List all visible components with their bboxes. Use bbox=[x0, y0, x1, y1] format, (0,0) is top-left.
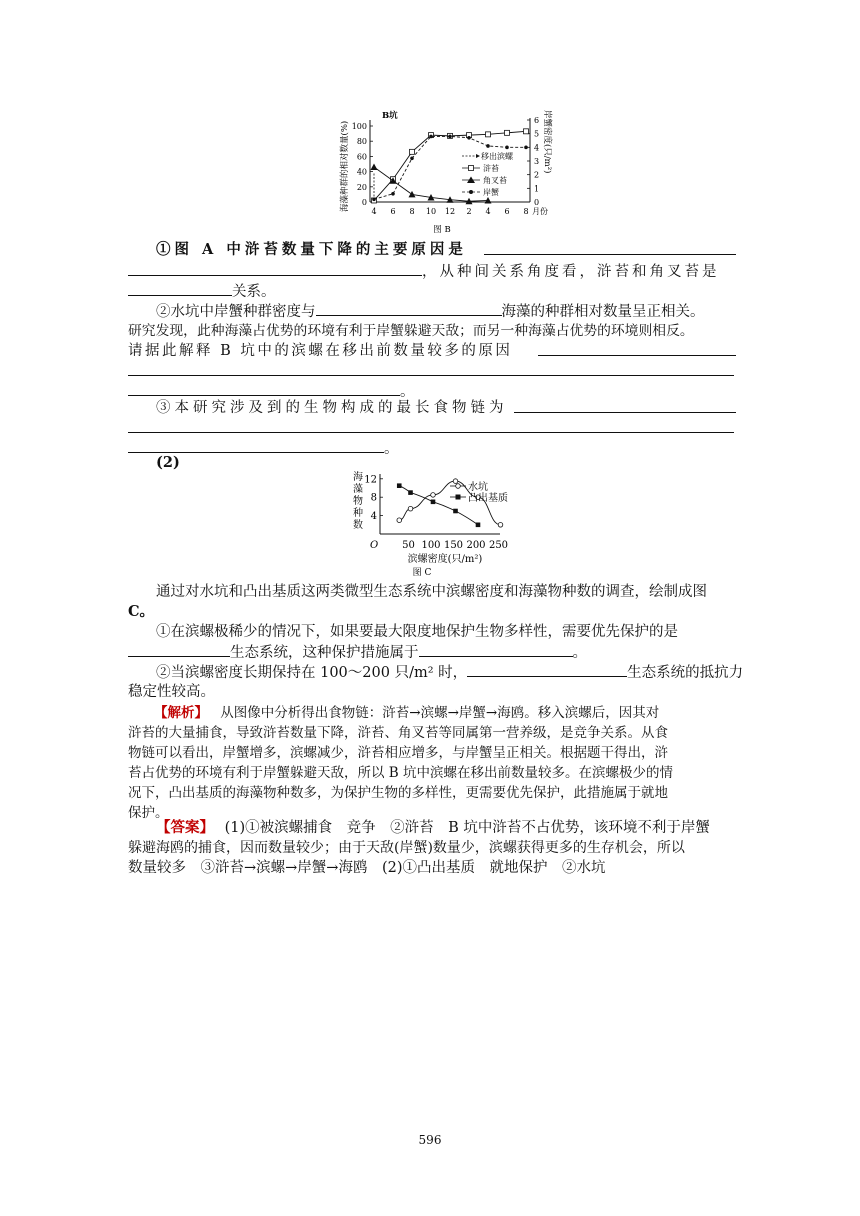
q1-2-text-b: 海藻的种群相对数量呈正相关。 bbox=[501, 304, 705, 320]
q2-label: (2) bbox=[156, 454, 180, 471]
caption-b: 图 B bbox=[433, 225, 451, 235]
q2-intro-b: C。 bbox=[128, 603, 155, 620]
q1-1-line3 bbox=[128, 281, 736, 302]
q1-3-blank-2[interactable] bbox=[128, 418, 734, 433]
c-ylabel-5: 数 bbox=[353, 520, 363, 531]
point-hutai bbox=[505, 130, 510, 135]
right-tick-label: 5 bbox=[534, 129, 540, 139]
q1-2-line3 bbox=[128, 341, 736, 361]
c-x-tick-label: 250 bbox=[488, 540, 509, 551]
q1-2-line2 bbox=[128, 321, 736, 341]
c-legend bbox=[450, 480, 508, 504]
answer-tag: 【答案】 bbox=[156, 819, 214, 836]
q2-intro-line1 bbox=[156, 582, 736, 602]
point-jiaochatai bbox=[409, 191, 416, 198]
q1-3-blank-1[interactable] bbox=[514, 398, 736, 413]
c-point-tuchu bbox=[453, 509, 458, 514]
q1-3-line1 bbox=[156, 398, 736, 418]
legend-marker-anxie bbox=[469, 190, 473, 194]
left-axis-label: 海藻种群的相对数量(%) bbox=[340, 120, 350, 212]
legend bbox=[462, 151, 514, 197]
right-tick-label: 1 bbox=[534, 184, 540, 194]
point-anxie bbox=[410, 156, 414, 160]
c-y-tick-label: 12 bbox=[364, 474, 377, 486]
c-x-tick-label: 100 bbox=[421, 540, 441, 551]
left-tick-label: 20 bbox=[356, 182, 367, 192]
answer-text-3: 数量较多 ③浒苔→滨螺→岸蟹→海鸥 (2)①凸出基质 就地保护 ②水坑 bbox=[128, 860, 606, 876]
c-point-tuchu bbox=[431, 500, 436, 505]
analysis-text-3: 物链可以看出，岸蟹增多，滨螺减少，浒苔相应增多，与岸蟹呈正相关。根据题干得出，浒 bbox=[128, 745, 668, 761]
legend-label-anxie: 岸蟹 bbox=[483, 188, 499, 197]
c-x-tick-label: 150 bbox=[443, 540, 464, 551]
q2-1-line2 bbox=[128, 642, 736, 663]
page-number: 596 bbox=[418, 1133, 442, 1147]
c-ylabel-3: 物 bbox=[353, 496, 363, 507]
c-ylabel-4: 种 bbox=[353, 508, 363, 519]
left-tick-label: 0 bbox=[361, 198, 367, 207]
q1-2-blank-2[interactable] bbox=[538, 341, 736, 356]
q1-2-text-d: 请据此解释 B 坑中的滨螺在移出前数量较多的原因 bbox=[128, 343, 513, 359]
c-y-tick-label: 4 bbox=[370, 511, 377, 523]
answer-line-3 bbox=[128, 858, 736, 878]
x-tick-label: 8 bbox=[409, 207, 415, 216]
c-point-shuikeng bbox=[453, 479, 458, 484]
c-origin: O bbox=[370, 540, 379, 551]
x-tick-label: 10 bbox=[425, 207, 437, 216]
legend-label-jiaochatai: 角叉苔 bbox=[483, 176, 507, 185]
q1-2-line4 bbox=[128, 361, 736, 382]
q1-1-blank-1[interactable] bbox=[484, 240, 736, 255]
analysis-line-3 bbox=[128, 743, 736, 763]
x-tick-label: 12 bbox=[444, 207, 456, 216]
c-point-tuchu bbox=[397, 483, 402, 488]
q1-1-blank-3[interactable] bbox=[128, 281, 232, 296]
q2-2-text-c: 稳定性较高。 bbox=[128, 684, 215, 700]
c-legend-marker-tuchu bbox=[456, 495, 461, 500]
point-jiaochatai bbox=[371, 164, 378, 171]
c-point-tuchu bbox=[408, 490, 413, 495]
analysis-text-6: 保护。 bbox=[128, 805, 169, 821]
legend-label-remove: 移出滨螺 bbox=[481, 152, 513, 161]
c-legend-label-tuchu: 凸出基质 bbox=[468, 493, 508, 504]
c-point-shuikeng bbox=[498, 523, 503, 528]
legend-label-hutai: 浒苔 bbox=[483, 164, 499, 173]
c-x-tick-label: 200 bbox=[466, 540, 486, 551]
q1-1-text-c: 关系。 bbox=[232, 284, 276, 300]
x-tick-label: 4 bbox=[371, 207, 377, 216]
q2-1-blank-2[interactable] bbox=[419, 642, 573, 657]
q1-1-text-b: ，从种间关系角度看，浒苔和角叉苔是 bbox=[422, 264, 720, 280]
answer-line-1 bbox=[156, 818, 736, 838]
q1-3-period: 。 bbox=[384, 441, 399, 457]
analysis-line-5 bbox=[128, 783, 736, 803]
analysis-text-5: 况下，凸出基质的海藻物种数多，为保护生物的多样性，更需要优先保护，此措施属于就地 bbox=[128, 785, 668, 801]
q2-1-period: 。 bbox=[572, 645, 587, 661]
left-tick-label: 40 bbox=[356, 167, 367, 177]
c-y-tick-label: 8 bbox=[370, 492, 377, 504]
series-line-浒苔 bbox=[374, 131, 526, 200]
q1-2-period: 。 bbox=[400, 384, 415, 400]
right-tick-label: 3 bbox=[534, 157, 540, 166]
x-tick-label: 2 bbox=[466, 207, 472, 216]
q1-2-line1 bbox=[156, 301, 736, 322]
point-anxie bbox=[391, 192, 395, 196]
analysis-line-4 bbox=[128, 763, 736, 783]
figure-b-chart bbox=[330, 104, 570, 236]
point-anxie bbox=[467, 136, 471, 140]
point-anxie bbox=[429, 135, 433, 139]
q1-3-line2 bbox=[128, 418, 736, 439]
q2-1-line1 bbox=[156, 622, 736, 642]
q2-1-text-b: 生态系统，这种保护措施属于 bbox=[230, 645, 419, 661]
analysis-tag: 【解析】 bbox=[154, 705, 208, 721]
c-xlabel: 滨螺密度(只/m²) bbox=[407, 554, 483, 565]
q2-2-text-a: ②当滨螺密度长期保持在 100～200 只/m² 时， bbox=[156, 665, 468, 681]
left-tick-label: 80 bbox=[356, 137, 367, 147]
analysis-text-2: 浒苔的大量捕食，导致浒苔数量下降，浒苔、角叉苔等同属第一营养级，是竞争关系。从食 bbox=[128, 725, 668, 741]
answer-line-2 bbox=[128, 838, 736, 858]
q1-2-blank-4[interactable] bbox=[128, 381, 400, 396]
panel-label: B坑 bbox=[382, 111, 398, 121]
left-tick-label: 60 bbox=[356, 152, 367, 162]
answer-text-1: (1)①被滨螺捕食 竞争 ②浒苔 B 坑中浒苔不占优势，该环境不利于岸蟹 bbox=[224, 820, 710, 836]
c-point-shuikeng bbox=[397, 518, 402, 523]
q1-1-line2 bbox=[128, 261, 736, 282]
point-anxie bbox=[524, 146, 528, 150]
point-hutai bbox=[410, 149, 415, 154]
legend-marker-hutai bbox=[469, 166, 474, 171]
x-tick-label: 4 bbox=[485, 207, 491, 216]
q2-1-text-a: ①在滨螺极稀少的情况下，如果要最大限度地保护生物多样性，需要优先保护的是 bbox=[156, 624, 678, 640]
answer-text-2: 躲避海鸥的捕食，因而数量较少；由于天敌(岸蟹)数量少，滨螺获得更多的生存机会，所以 bbox=[128, 840, 685, 856]
q2-2-line1 bbox=[156, 662, 744, 683]
c-point-shuikeng bbox=[431, 493, 436, 498]
c-ylabel-2: 藻 bbox=[353, 484, 363, 495]
point-hutai bbox=[524, 129, 529, 134]
q1-2-blank-1[interactable] bbox=[316, 301, 502, 316]
series-line-岸蟹 bbox=[374, 136, 526, 199]
q2-1-blank-1[interactable] bbox=[128, 642, 230, 657]
q2-intro-line2 bbox=[128, 602, 736, 622]
analysis-text-4: 苔占优势的环境有利于岸蟹躲避天敌，所以 B 坑中滨螺在移出前数量较多。在滨螺极少的情 bbox=[128, 765, 674, 781]
q1-3-text: ③本研究涉及到的生物构成的最长食物链为 bbox=[156, 400, 508, 416]
q2-2-line2 bbox=[128, 682, 736, 702]
q2-intro-a: 通过对水坑和凸出基质这两类微型生态系统中滨螺密度和海藻物种数的调查，绘制成图 bbox=[156, 584, 707, 600]
x-tick-label: 6 bbox=[390, 207, 396, 216]
c-ylabel-1: 海 bbox=[353, 472, 363, 483]
right-tick-label: 4 bbox=[534, 143, 540, 153]
analysis-text-1: 从图像中分析得出食物链：浒苔→滨螺→岸蟹→海鸥。移入滨螺后，因其对 bbox=[220, 705, 660, 721]
analysis-line-2 bbox=[128, 723, 736, 743]
point-anxie bbox=[448, 135, 452, 139]
q1-2-blank-3[interactable] bbox=[128, 361, 734, 376]
q2-2-text-b: 生态系统的抵抗力 bbox=[627, 665, 744, 681]
q2-2-blank-1[interactable] bbox=[467, 662, 627, 677]
q1-3-blank-3[interactable] bbox=[128, 438, 384, 453]
q1-1-line1 bbox=[156, 240, 736, 260]
point-hutai bbox=[486, 132, 491, 137]
point-anxie bbox=[486, 144, 490, 148]
c-legend-label-shuikeng: 水坑 bbox=[468, 482, 488, 493]
q1-2-text-c: 研究发现，此种海藻占优势的环境有利于岸蟹躲避天敌；而另一种海藻占优势的环境则相反。 bbox=[128, 323, 694, 339]
point-anxie bbox=[505, 146, 509, 150]
legend-remove-arrowhead bbox=[476, 154, 480, 158]
q1-1-text-a: ①图 A 中浒苔数量下降的主要原因是 bbox=[156, 241, 467, 258]
c-legend-marker-shuikeng bbox=[456, 484, 461, 489]
c-x-tick-label: 50 bbox=[402, 540, 415, 551]
c-point-tuchu bbox=[476, 523, 481, 528]
figure-c-chart bbox=[350, 466, 550, 578]
right-tick-label: 6 bbox=[534, 116, 540, 125]
q1-1-blank-2[interactable] bbox=[128, 261, 422, 276]
caption-c: 图 C bbox=[412, 568, 432, 578]
c-point-shuikeng bbox=[408, 506, 413, 511]
right-tick-label: 0 bbox=[534, 198, 540, 207]
right-axis-label: 岸蟹密度(只/m²) bbox=[542, 110, 552, 174]
x-tick-label: 6 bbox=[504, 207, 510, 216]
left-tick-label: 100 bbox=[351, 122, 367, 131]
analysis-line-1 bbox=[154, 703, 734, 723]
q1-2-text-a: ②水坑中岸蟹种群密度与 bbox=[156, 304, 316, 320]
right-tick-label: 2 bbox=[534, 170, 540, 180]
x-tick-label: 8 bbox=[523, 207, 529, 216]
x-unit-label: 月份 bbox=[532, 207, 548, 216]
